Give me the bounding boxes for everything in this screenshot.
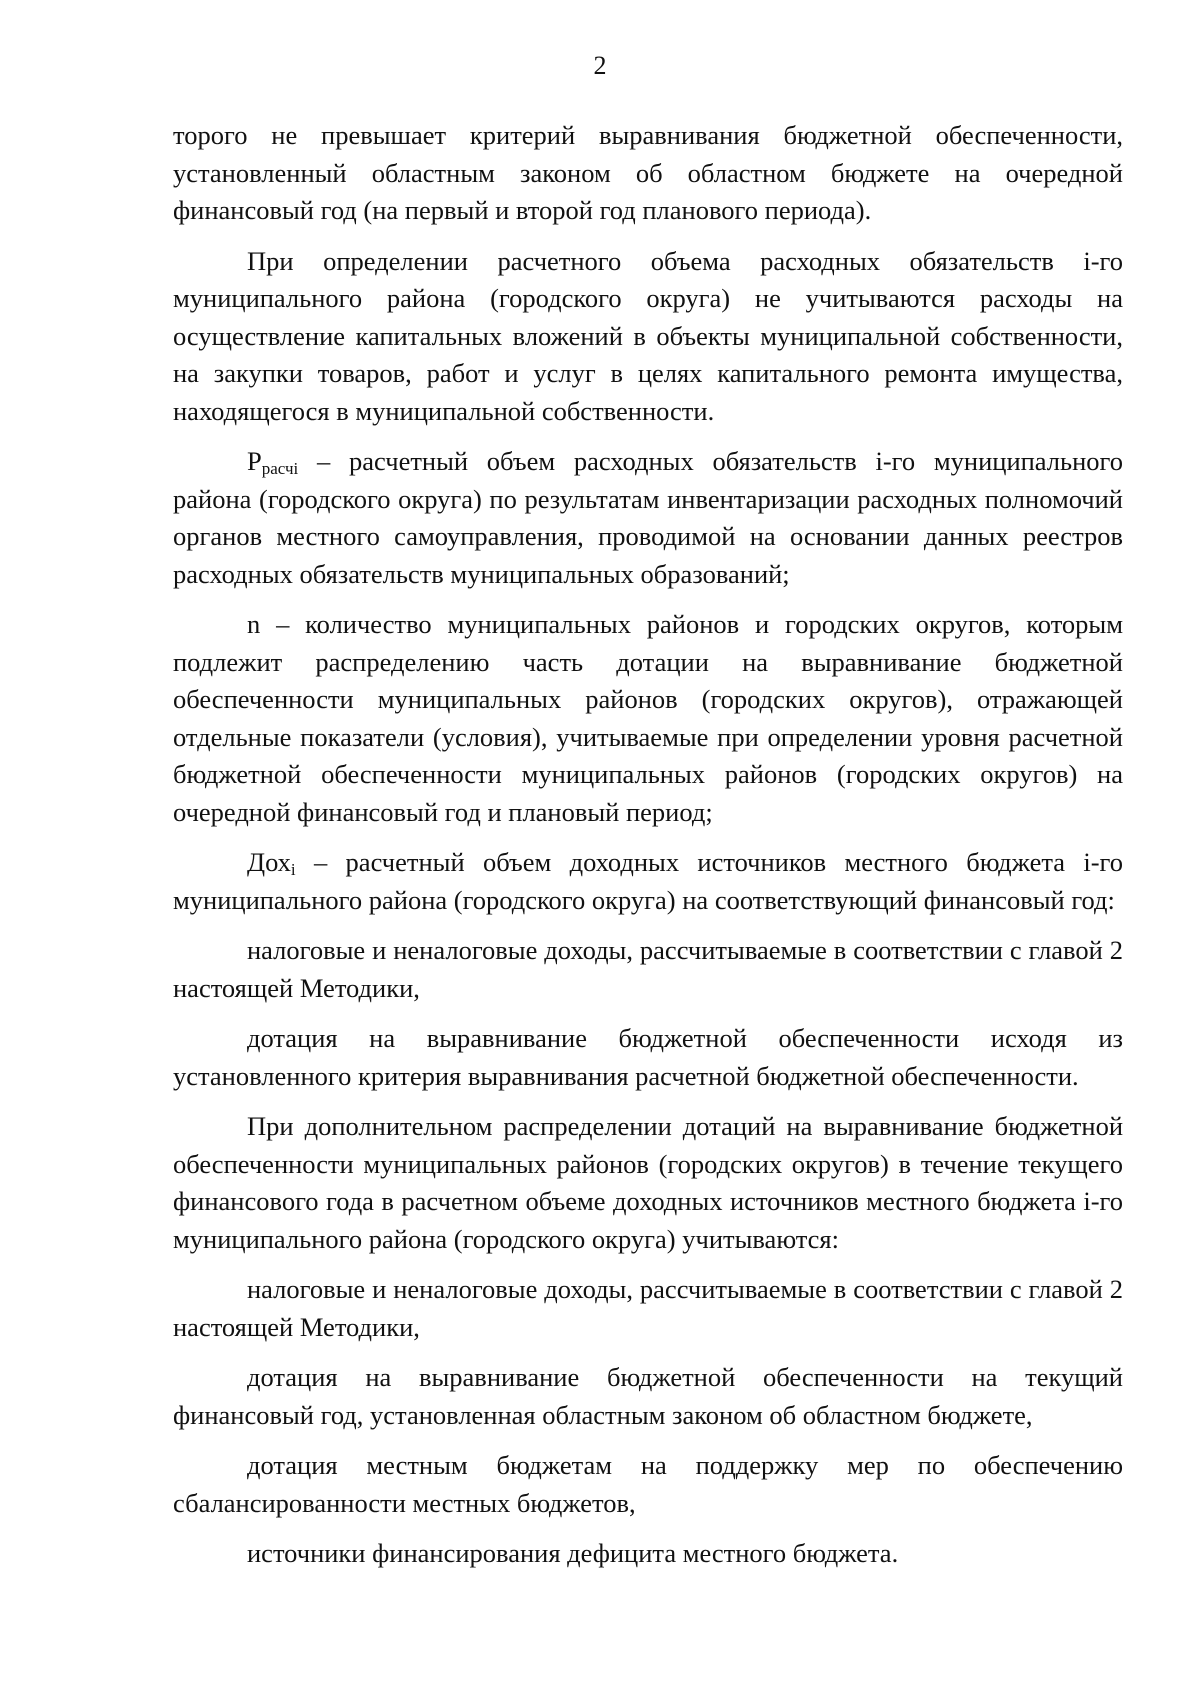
subscript-i: i xyxy=(290,860,296,879)
paragraph-list-item: дотация на выравнивание бюджетной обеспеченности на текущий финансовый год, установленная областным законом об областном бюджете, xyxy=(173,1362,1123,1430)
document-body xyxy=(173,117,1123,1573)
symbol-dox: Дох xyxy=(247,847,291,877)
paragraph-definition-dox xyxy=(173,844,1123,919)
paragraph-definition-r-calc xyxy=(173,443,1123,593)
definition-text: – расчетный объем доходных источников местного бюджета i-го муниципального района (городского округа) на соответствующий финансовый год: xyxy=(173,847,1123,915)
paragraph-definition-n: n – количество муниципальных районов и городских округов, которым подлежит распределению часть дотации на выравнивание бюджетной обеспеченности муниципальных районов (городских округов), отражающей отдельные показатели (условия), учитываемые при определении уровня расчетной бюджетной обеспеченности муниципальных районов (городских округов) на очередной финансовый год и плановый период; xyxy=(173,609,1123,827)
subscript-calc-i: расчi xyxy=(261,459,299,478)
definition-text: – расчетный объем расходных обязательств i-го муниципального района (городского округа) по результатам инвентаризации расходных полномочий органов местного самоуправления, проводимой на основании данных реестров расходных обязательств муниципальных образований; xyxy=(173,446,1123,589)
paragraph-list-item: дотация местным бюджетам на поддержку мер по обеспечению сбалансированности местных бюджетов, xyxy=(173,1450,1123,1518)
paragraph-additional-distribution: При дополнительном распределении дотаций на выравнивание бюджетной обеспеченности муниципальных районов (городских округов) в течение текущего финансового года в расчетном объеме доходных источников местного бюджета i-го муниципального района (городского округа) учитываются: xyxy=(173,1111,1123,1254)
paragraph-expenditure-exclusions: При определении расчетного объема расходных обязательств i-го муниципального района (городского округа) не учитываются расходы на осуществление капитальных вложений в объекты муниципальной собственности, на закупки товаров, работ и услуг в целях капитального ремонта имущества, находящегося в муниципальной собственности. xyxy=(173,245,1123,426)
paragraph-list-item: налоговые и неналоговые доходы, рассчитываемые в соответствии с главой 2 настоящей Методики, xyxy=(173,1274,1123,1342)
page-number: 2 xyxy=(593,51,607,80)
paragraph-list-item: дотация на выравнивание бюджетной обеспеченности исходя из установленного критерия выравнивания расчетной бюджетной обеспеченности. xyxy=(173,1023,1123,1091)
paragraph-list-item: источники финансирования дефицита местного бюджета. xyxy=(247,1538,899,1568)
paragraph-continuation: торого не превышает критерий выравнивания бюджетной обеспеченности, установленный областным законом об областном бюджете на очередной финансовый год (на первый и второй год планового периода). xyxy=(173,120,1123,225)
symbol-r: Р xyxy=(247,446,262,476)
paragraph-list-item: налоговые и неналоговые доходы, рассчитываемые в соответствии с главой 2 настоящей Методики, xyxy=(173,935,1123,1003)
